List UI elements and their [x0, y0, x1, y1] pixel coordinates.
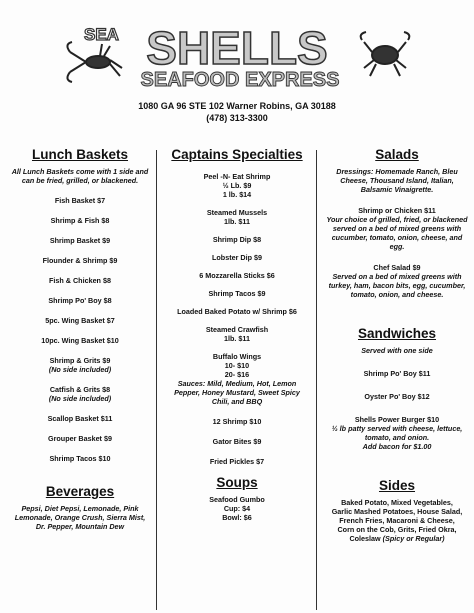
column-divider-left — [156, 150, 157, 610]
brand-big: SHELLS — [146, 22, 328, 74]
menu-item: 6 Mozzarella Sticks $6 — [199, 271, 275, 280]
crab-icon — [361, 32, 410, 76]
sauce-line: Pepper, Honey Mustard, Sweet Spicy — [174, 388, 300, 397]
sides-last: Coleslaw — [349, 534, 381, 543]
menu-item: Shrimp & Fish $8 — [50, 216, 110, 225]
salads-column — [322, 146, 472, 543]
menu-item: Seafood Gumbo — [209, 495, 265, 504]
lunch-title: Lunch Baskets — [31, 147, 129, 162]
sides-line — [322, 534, 472, 543]
beverages-title: Beverages — [45, 484, 115, 499]
sides-title: Sides — [378, 478, 416, 493]
menu-item: Cup: $4 — [223, 504, 251, 513]
lobster-icon — [67, 42, 122, 82]
item-desc: tomato, and onion. — [364, 433, 430, 442]
item-desc: served on a bed of mixed greens with — [332, 224, 462, 233]
menu-item: Shrimp Po' Boy $8 — [48, 296, 112, 305]
menu-note: (No side included) — [48, 394, 112, 403]
brand-sub: SEAFOOD EXPRESS — [140, 69, 340, 91]
lunch-note: can be fried, grilled, or blackened. — [21, 176, 139, 185]
menu-item: Shrimp Tacos $9 — [208, 289, 266, 298]
menu-item: 5pc. Wing Basket $7 — [45, 316, 115, 325]
menu-item: Gator Bites $9 — [212, 437, 262, 446]
menu-item: Steamed Mussels — [206, 208, 268, 217]
menu-item: Shrimp & Grits $9 — [49, 356, 111, 365]
address: 1080 GA 96 STE 102 Warner Robins, GA 30188 — [138, 101, 336, 111]
address-block — [0, 100, 474, 124]
sides-line: Garlic Mashed Potatoes, House Salad, — [331, 507, 463, 516]
menu-item: Chef Salad $9 — [373, 263, 421, 272]
menu-item: Lobster Dip $9 — [212, 253, 262, 262]
item-desc: Your choice of grilled, fried, or blackened — [326, 215, 468, 224]
salads-title: Salads — [375, 147, 419, 162]
menu-item: Peel -N- Eat Shrimp — [203, 172, 271, 181]
sauce-line: Chili, and BBQ — [211, 397, 263, 406]
menu-item: 20- $16 — [224, 370, 250, 379]
lunch-column — [10, 146, 150, 531]
menu-item: Shrimp Dip $8 — [212, 235, 262, 244]
menu-item: Buffalo Wings — [212, 352, 262, 361]
beverage-line: Pepsi, Diet Pepsi, Lemonade, Pink — [21, 504, 139, 513]
menu-item: Loaded Baked Potato w/ Shrimp $6 — [177, 307, 297, 316]
menu-item: Fish & Chicken $8 — [49, 276, 111, 285]
menu-item: Bowl: $6 — [222, 513, 252, 522]
brand-small: SEA — [84, 25, 119, 44]
item-desc: egg. — [389, 242, 405, 251]
menu-item: Catfish & Grits $8 — [49, 385, 111, 394]
menu-item: Flounder & Shrimp $9 — [42, 256, 118, 265]
menu-item: Shrimp Basket $9 — [49, 236, 111, 245]
lunch-note: All Lunch Baskets come with 1 side and — [11, 167, 149, 176]
sandwiches-title: Sandwiches — [357, 326, 437, 341]
menu-item: Shrimp Tacos $10 — [49, 454, 111, 463]
sides-last-note: (Spicy or Regular) — [382, 534, 445, 543]
dressing-line: Balsamic Vinaigrette. — [360, 185, 434, 194]
menu-note: (No side included) — [48, 365, 112, 374]
menu-item: 1 lb. $14 — [222, 190, 252, 199]
captains-title: Captains Specialties — [171, 147, 303, 162]
item-desc: Served on a bed of mixed greens with — [332, 272, 462, 281]
item-desc: tomato, onion, and cheese. — [350, 290, 444, 299]
sides-line: Corn on the Cob, Grits, Fried Okra, — [337, 525, 457, 534]
menu-item: Fried Pickles $7 — [209, 457, 265, 466]
beverage-line: Lemonade, Orange Crush, Sierra Mist, — [14, 513, 146, 522]
dressing-line: Cheese, Thousand Island, Italian, — [340, 176, 454, 185]
column-divider-right — [316, 150, 317, 610]
menu-item: Steamed Crawfish — [205, 325, 269, 334]
dressing-line: Dressings: Homemade Ranch, Bleu — [336, 167, 458, 176]
sandwich-note: Served with one side — [361, 346, 433, 355]
soups-title: Soups — [216, 475, 258, 490]
menu-item: ½ Lb. $9 — [222, 181, 252, 190]
sides-line: French Fries, Macaroni & Cheese, — [339, 516, 455, 525]
item-desc: Add bacon for $1.00 — [362, 442, 432, 451]
sides-line: Baked Potato, Mixed Vegetables, — [341, 498, 453, 507]
menu-item: Oyster Po' Boy $12 — [364, 392, 430, 401]
beverage-line: Dr. Pepper, Mountain Dew — [35, 522, 125, 531]
sauce-line: Sauces: Mild, Medium, Hot, Lemon — [177, 379, 297, 388]
menu-item: Grouper Basket $9 — [48, 434, 112, 443]
menu-item: 12 Shrimp $10 — [212, 417, 262, 426]
captains-column — [162, 146, 312, 522]
phone: (478) 313-3300 — [206, 113, 268, 123]
menu-item: 1lb. $11 — [224, 334, 250, 343]
menu-item: Shells Power Burger $10 — [354, 415, 440, 424]
item-desc: cucumber, tomato, onion, cheese, and — [331, 233, 463, 242]
item-desc: turkey, ham, bacon bits, egg, cucumber, — [328, 281, 466, 290]
menu-item: 1lb. $11 — [224, 217, 250, 226]
menu-item: Fish Basket $7 — [54, 196, 106, 205]
sea-shells-logo — [0, 0, 474, 100]
menu-item: Scallop Basket $11 — [47, 414, 113, 423]
menu-item: 10pc. Wing Basket $10 — [41, 336, 119, 345]
menu-item: Shrimp or Chicken $11 — [358, 206, 436, 215]
item-desc: ½ lb patty served with cheese, lettuce, — [331, 424, 463, 433]
menu-item: Shrimp Po' Boy $11 — [363, 369, 431, 378]
menu-item: 10- $10 — [224, 361, 250, 370]
